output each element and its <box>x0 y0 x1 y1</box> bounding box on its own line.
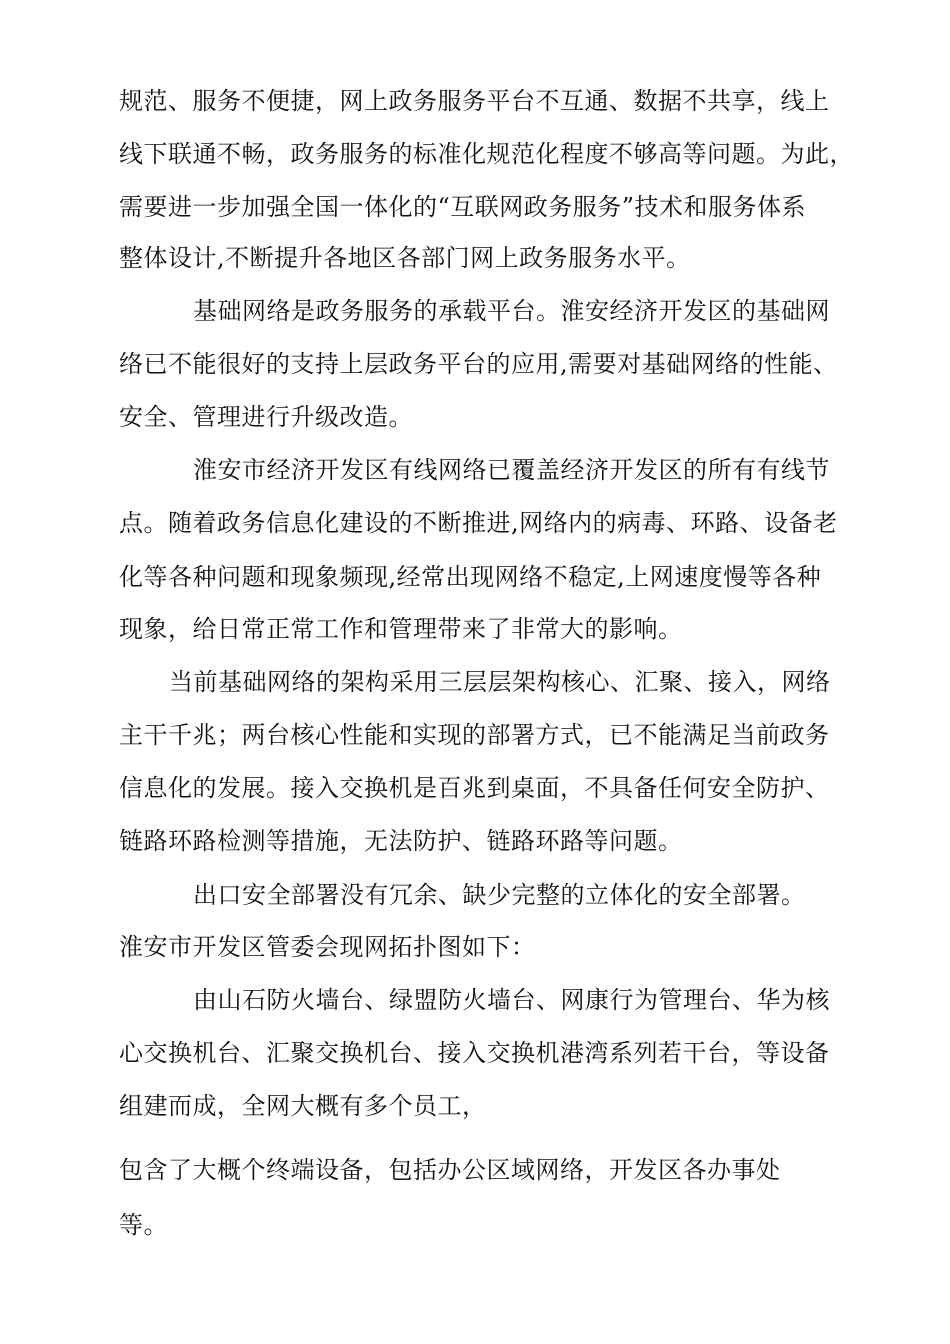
text-line: 包含了大概个终端设备，包括办公区域网络，开发区各办事处 <box>119 1156 781 1184</box>
text-line: 心交换机台、汇聚交换机台、接入交换机港湾系列若干台，等设备 <box>119 1039 830 1067</box>
text-line: 等。 <box>119 1211 168 1239</box>
text-line: 出口安全部署没有冗余、缺少完整的立体化的安全部署。 <box>193 881 806 909</box>
text-line: 淮安市经济开发区有线网络已覆盖经济开发区的所有有线节 <box>193 456 830 484</box>
text-line: 组建而成，全网大概有多个员工， <box>119 1092 487 1120</box>
text-line: 当前基础网络的架构采用三层层架构核心、汇聚、接入，网络 <box>169 668 831 696</box>
text-line: 主干千兆；两台核心性能和实现的部署方式，已不能满足当前政务 <box>119 721 830 749</box>
text-line: 整体设计,不断提升各地区各部门网上政务服务水平。 <box>119 244 691 272</box>
text-line: 淮安市开发区管委会现网拓扑图如下： <box>119 933 536 961</box>
text-line: 点。随着政务信息化建设的不断推进,网络内的病毒、环路、设备老 <box>119 509 838 537</box>
text-line: 链路环路检测等措施，无法防护、链路环路等问题。 <box>119 827 683 855</box>
text-line: 化等各种问题和现象频现,经常出现网络不稳定,上网速度慢等各种 <box>119 563 822 591</box>
text-line: 需要进一步加强全国一体化的“互联网政务服务”技术和服务体系 <box>119 193 807 221</box>
text-line: 线下联通不畅，政务服务的标准化规范化程度不够高等问题。为此， <box>119 140 854 168</box>
text-line: 现象，给日常正常工作和管理带来了非常大的影响。 <box>119 615 683 643</box>
text-line: 信息化的发展。接入交换机是百兆到桌面，不具备任何安全防护、 <box>119 774 830 802</box>
text-line: 规范、服务不便捷，网上政务服务平台不互通、数据不共享，线上 <box>119 87 830 115</box>
text-line: 由山石防火墙台、绿盟防火墙台、网康行为管理台、华为核 <box>193 986 830 1014</box>
text-line: 络已不能很好的支持上层政务平台的应用,需要对基础网络的性能、 <box>119 350 838 378</box>
text-line: 基础网络是政务服务的承载平台。淮安经济开发区的基础网 <box>193 297 830 325</box>
text-line: 安全、管理进行升级改造。 <box>119 403 413 431</box>
